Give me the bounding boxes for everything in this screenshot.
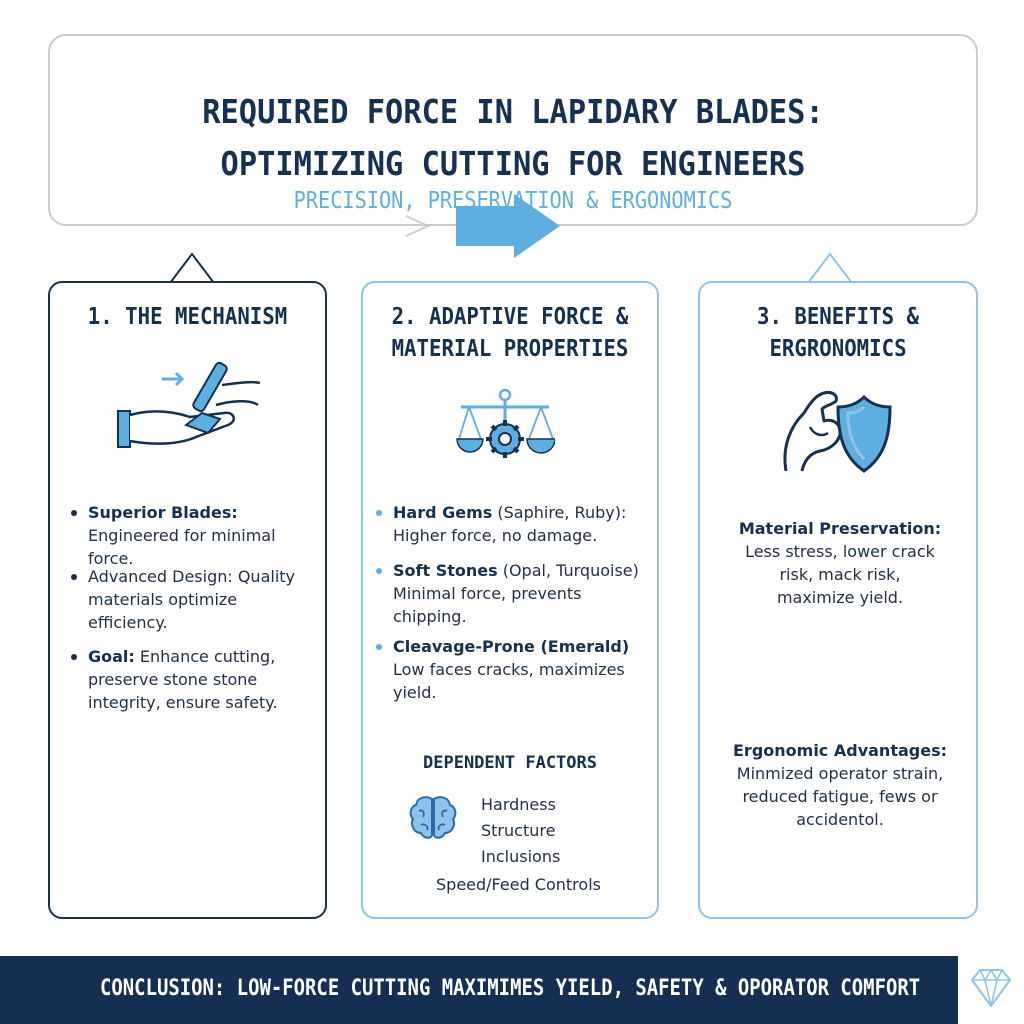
connector-arrows: [0, 0, 1024, 300]
thin-arrow-icon: [406, 216, 428, 236]
factor-speed-feed: Speed/Feed Controls: [436, 875, 601, 894]
card-3-notch: [808, 254, 852, 283]
block-ergonomic-advantages: Ergonomic Advantages: Minmized operator strain, reduced fatigue, fews or accidentol.: [733, 741, 947, 829]
bullet-superior-blades: Superior Blades: Engineered for minimal force.: [88, 501, 318, 570]
conclusion-bar: [0, 956, 958, 1024]
hand-blade-icon: [112, 353, 272, 453]
card-adaptive-force: [361, 281, 659, 919]
page-subtitle: PRECISION, PRESERVATION & ERGONOMICS: [293, 188, 733, 214]
block-material-preservation: Material Preservation: Less stress, lower crack risk, mack risk, maximize yield.: [738, 519, 942, 607]
card-title: 1. THE MECHANISM: [87, 304, 288, 330]
card-mechanism: [48, 281, 327, 919]
big-arrow-icon: [456, 194, 560, 258]
factor-structure: Structure: [481, 821, 556, 840]
factor-inclusions: Inclusions: [481, 847, 561, 866]
arm-shield-icon: [780, 387, 900, 477]
conclusion-text: CONCLUSION: LOW-FORCE CUTTING MAXIMIMES YIELD, SAFETY & OPORATOR COMFORT: [100, 976, 921, 1001]
card-title: 2. ADAPTIVE FORCE & MATERIAL PROPERTIES: [391, 304, 629, 362]
dependent-factors-title: DEPENDENT FACTORS: [423, 753, 597, 773]
bullet-cleavage-prone: Cleavage-Prone (Emerald) Low faces cracks, maximizes yield.: [393, 635, 648, 704]
title-line-1: REQUIRED FORCE IN LAPIDARY BLADES:: [202, 92, 824, 131]
scale-gear-icon: [455, 387, 555, 467]
title-line-2: OPTIMIZING CUTTING FOR ENGINEERS: [220, 144, 806, 183]
brain-icon: [407, 793, 459, 841]
bullet-advanced-design: Advanced Design: Quality materials optimize efficiency.: [88, 565, 318, 634]
factor-hardness: Hardness: [481, 795, 556, 814]
card-title: 3. BENEFITS & ERGRONOMICS: [756, 304, 919, 362]
bullet-hard-gems: Hard Gems (Saphire, Ruby): Higher force, no damage.: [393, 501, 648, 547]
card-1-notch: [170, 254, 214, 283]
card-benefits: [698, 281, 978, 919]
diamond-icon: [958, 956, 1024, 1024]
bullet-goal: Goal: Enhance cutting, preserve stone stone integrity, ensure safety.: [88, 645, 328, 714]
bullet-soft-stones: Soft Stones (Opal, Turquoise) Minimal force, prevents chipping.: [393, 559, 648, 628]
diamond-badge: [958, 956, 1024, 1024]
